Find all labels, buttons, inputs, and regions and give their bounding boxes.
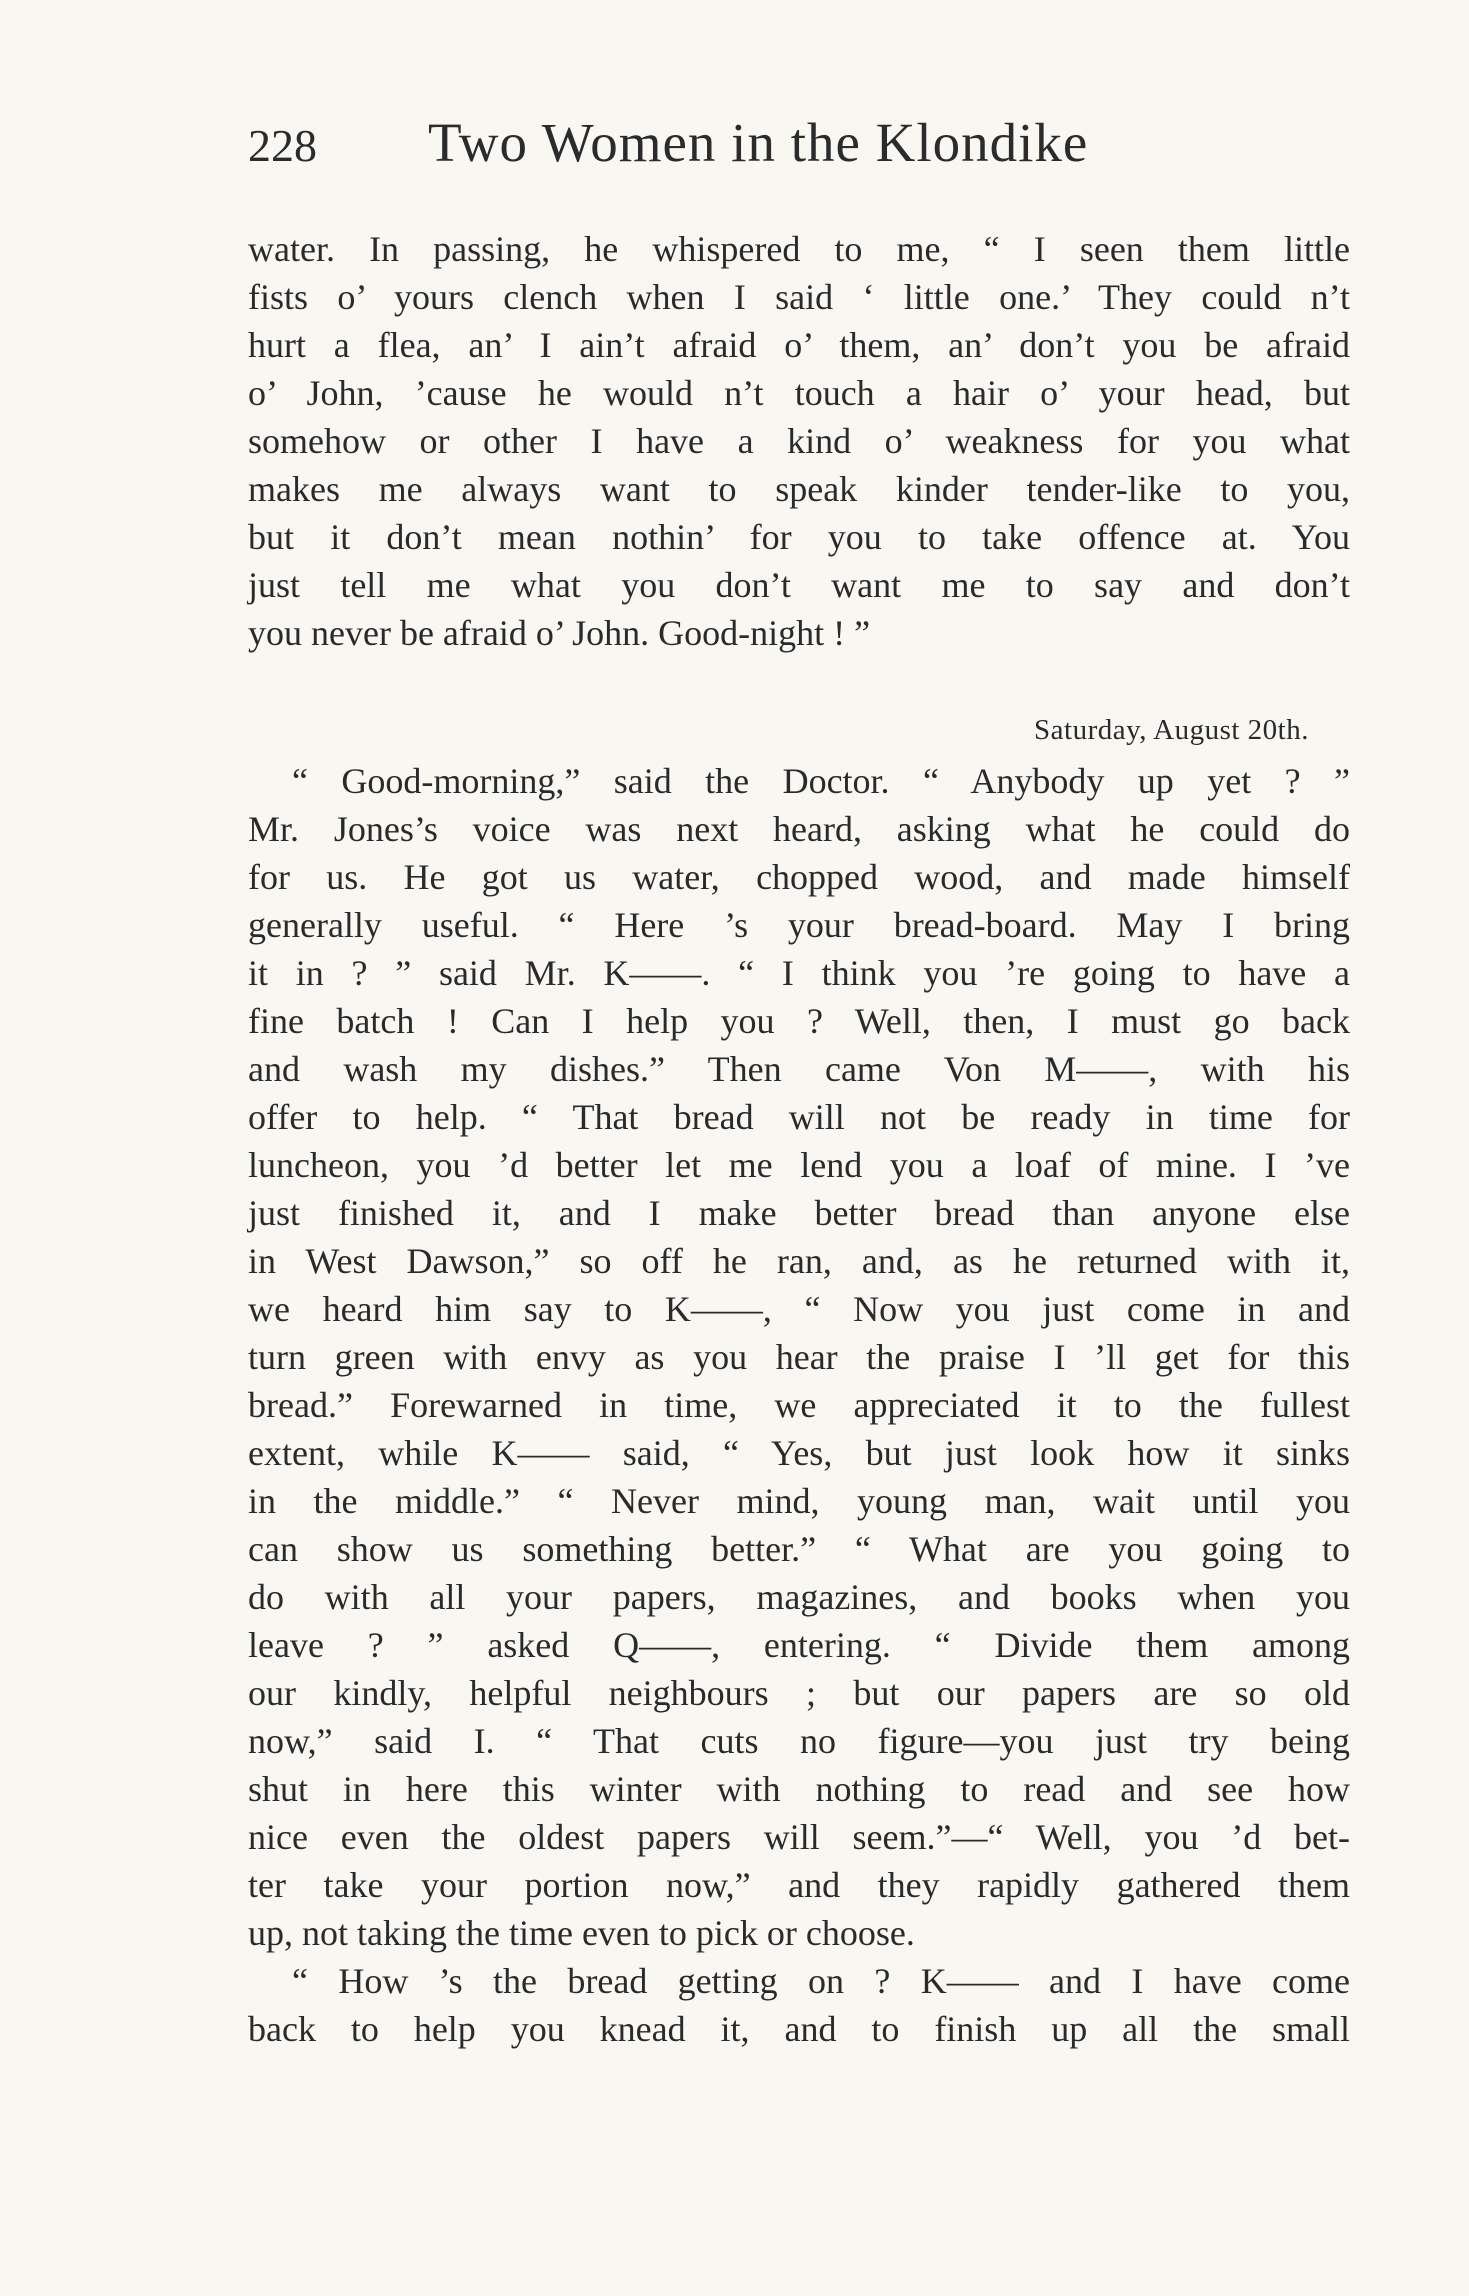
- text-line: up, not taking the time even to pick or choose.: [248, 1913, 915, 1953]
- running-header: [248, 108, 1248, 178]
- text-line: fists o’ yours clench when I said ‘ little one.’ They could n’t: [248, 277, 1350, 317]
- text-line: just tell me what you don’t want me to say and don’t: [248, 565, 1350, 605]
- diary-dateline: Saturday, August 20th.: [1034, 714, 1309, 746]
- text-line: hurt a flea, an’ I ain’t afraid o’ them, an’ don’t you be afraid: [248, 325, 1350, 365]
- text-line: extent, while K—— said, “ Yes, but just look how it sinks: [248, 1433, 1350, 1473]
- text-line: “ Good-morning,” said the Doctor. “ Anybody up yet ? ”: [292, 761, 1350, 801]
- running-title: Two Women in the Klondike: [428, 112, 1089, 173]
- text-line: somehow or other I have a kind o’ weakness for you what: [248, 421, 1350, 461]
- text-line: now,” said I. “ That cuts no figure—you just try being: [248, 1721, 1350, 1761]
- text-line: nice even the oldest papers will seem.”—“ Well, you ’d bet-: [248, 1817, 1350, 1857]
- text-line: bread.” Forewarned in time, we appreciated it to the fullest: [248, 1385, 1350, 1425]
- text-line: in the middle.” “ Never mind, young man, wait until you: [248, 1481, 1350, 1521]
- text-line: offer to help. “ That bread will not be ready in time for: [248, 1097, 1350, 1137]
- text-line: can show us something better.” “ What are you going to: [248, 1529, 1350, 1569]
- text-line: shut in here this winter with nothing to read and see how: [248, 1769, 1350, 1809]
- text-line: luncheon, you ’d better let me lend you a loaf of mine. I ’ve: [248, 1145, 1350, 1185]
- text-line: but it don’t mean nothin’ for you to take offence at. You: [248, 517, 1350, 557]
- text-line: generally useful. “ Here ’s your bread-board. May I bring: [248, 905, 1350, 945]
- text-line: for us. He got us water, chopped wood, and made himself: [248, 857, 1350, 897]
- text-line: ter take your portion now,” and they rapidly gathered them: [248, 1865, 1350, 1905]
- text-line: fine batch ! Can I help you ? Well, then, I must go back: [248, 1001, 1350, 1041]
- text-line: back to help you knead it, and to finish up all the small: [248, 2009, 1350, 2049]
- text-line: you never be afraid o’ John. Good-night ! ”: [248, 613, 871, 653]
- text-line: in West Dawson,” so off he ran, and, as he returned with it,: [248, 1241, 1350, 1281]
- text-line: “ How ’s the bread getting on ? K—— and I have come: [292, 1961, 1350, 2001]
- page-number: 228: [248, 120, 317, 171]
- text-line: o’ John, ’cause he would n’t touch a hair o’ your head, but: [248, 373, 1350, 413]
- text-line: and wash my dishes.” Then came Von M——, with his: [248, 1049, 1350, 1089]
- text-line: water. In passing, he whispered to me, “ I seen them little: [248, 229, 1350, 269]
- text-line: it in ? ” said Mr. K——. “ I think you ’re going to have a: [248, 953, 1350, 993]
- text-line: we heard him say to K——, “ Now you just come in and: [248, 1289, 1350, 1329]
- text-line: turn green with envy as you hear the praise I ’ll get for this: [248, 1337, 1350, 1377]
- text-line: our kindly, helpful neighbours ; but our papers are so old: [248, 1673, 1350, 1713]
- text-line: Mr. Jones’s voice was next heard, asking what he could do: [248, 809, 1350, 849]
- text-line: just finished it, and I make better bread than anyone else: [248, 1193, 1350, 1233]
- text-line: do with all your papers, magazines, and books when you: [248, 1577, 1350, 1617]
- text-line: makes me always want to speak kinder tender-like to you,: [248, 469, 1350, 509]
- text-line: leave ? ” asked Q——, entering. “ Divide them among: [248, 1625, 1350, 1665]
